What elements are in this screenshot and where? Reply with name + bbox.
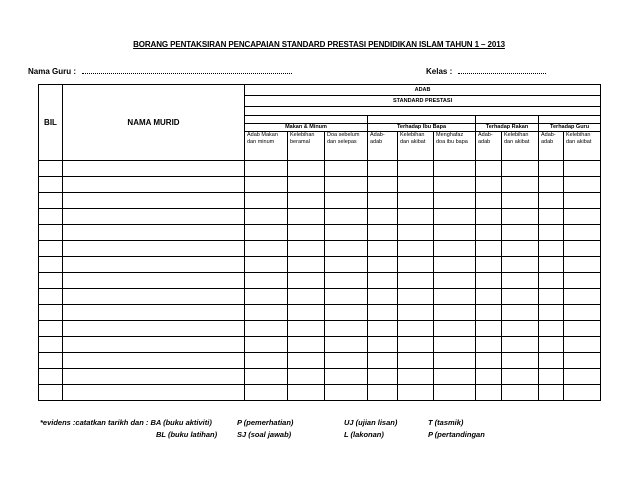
table-cell[interactable] — [398, 369, 434, 385]
table-cell[interactable] — [564, 193, 601, 209]
table-cell[interactable] — [245, 193, 288, 209]
blank-cell — [245, 116, 368, 124]
table-cell[interactable] — [325, 321, 368, 337]
table-cell[interactable] — [325, 369, 368, 385]
table-cell[interactable] — [368, 305, 398, 321]
table-cell[interactable] — [539, 257, 564, 273]
table-cell[interactable] — [502, 353, 539, 369]
table-cell[interactable] — [39, 385, 63, 401]
table-cell[interactable] — [434, 257, 476, 273]
table-cell[interactable] — [245, 289, 288, 305]
table-cell[interactable] — [539, 225, 564, 241]
table-cell[interactable] — [476, 209, 502, 225]
table-cell[interactable] — [63, 337, 245, 353]
table-cell[interactable] — [368, 241, 398, 257]
table-cell[interactable] — [245, 225, 288, 241]
footer-pp: P (pertandingan — [428, 430, 485, 439]
blank-cell — [476, 116, 539, 124]
subcol-header: Adab-adab — [539, 132, 564, 161]
table-row — [39, 337, 601, 353]
table-cell[interactable] — [434, 385, 476, 401]
subcol-header: Menghafaz doa ibu bapa — [434, 132, 476, 161]
table-cell[interactable] — [398, 273, 434, 289]
table-cell[interactable] — [564, 321, 601, 337]
table-cell[interactable] — [434, 305, 476, 321]
table-cell[interactable] — [245, 241, 288, 257]
table-cell[interactable] — [245, 273, 288, 289]
table-cell[interactable] — [63, 273, 245, 289]
table-cell[interactable] — [63, 305, 245, 321]
table-cell[interactable] — [325, 305, 368, 321]
table-cell[interactable] — [539, 369, 564, 385]
table-cell[interactable] — [288, 289, 325, 305]
table-row — [39, 161, 601, 177]
kelas-label: Kelas : — [426, 67, 453, 76]
table-cell[interactable] — [476, 273, 502, 289]
footer-l: L (lakonan) — [344, 430, 384, 439]
table-cell[interactable] — [63, 369, 245, 385]
assessment-table — [38, 84, 601, 401]
table-cell[interactable] — [398, 321, 434, 337]
table-row — [39, 305, 601, 321]
table-cell[interactable] — [564, 385, 601, 401]
table-cell[interactable] — [539, 305, 564, 321]
table-cell[interactable] — [39, 369, 63, 385]
table-row — [39, 225, 601, 241]
table-cell[interactable] — [288, 257, 325, 273]
table-cell[interactable] — [245, 161, 288, 177]
table-cell[interactable] — [63, 289, 245, 305]
table-cell[interactable] — [502, 225, 539, 241]
group-makan-minum: Makan & Minum — [245, 124, 368, 132]
table-cell[interactable] — [434, 209, 476, 225]
table-cell[interactable] — [434, 161, 476, 177]
table-cell[interactable] — [502, 273, 539, 289]
table-cell[interactable] — [564, 257, 601, 273]
table-cell[interactable] — [288, 241, 325, 257]
table-cell[interactable] — [288, 321, 325, 337]
table-cell[interactable] — [325, 273, 368, 289]
table-cell[interactable] — [368, 385, 398, 401]
table-cell[interactable] — [476, 225, 502, 241]
footer-uj: UJ (ujian lisan) — [344, 418, 398, 427]
table-cell[interactable] — [368, 225, 398, 241]
table-cell[interactable] — [288, 225, 325, 241]
group-rakan: Terhadap Rakan — [476, 124, 539, 132]
table-cell[interactable] — [63, 385, 245, 401]
table-row — [39, 321, 601, 337]
table-cell[interactable] — [502, 289, 539, 305]
footer-p: P (pemerhatian) — [237, 418, 294, 427]
table-cell[interactable] — [63, 241, 245, 257]
table-row — [39, 177, 601, 193]
table-cell[interactable] — [39, 161, 63, 177]
subcol-header: Adab-adab — [476, 132, 502, 161]
table-cell[interactable] — [368, 369, 398, 385]
table-row — [39, 369, 601, 385]
table-cell[interactable] — [288, 369, 325, 385]
table-cell[interactable] — [245, 321, 288, 337]
table-cell[interactable] — [539, 273, 564, 289]
table-cell[interactable] — [245, 177, 288, 193]
table-cell[interactable] — [39, 193, 63, 209]
group-guru: Terhadap Guru — [539, 124, 601, 132]
table-cell[interactable] — [476, 353, 502, 369]
table-row — [39, 193, 601, 209]
table-cell[interactable] — [502, 337, 539, 353]
table-cell[interactable] — [245, 385, 288, 401]
table-cell[interactable] — [398, 305, 434, 321]
table-cell[interactable] — [539, 177, 564, 193]
table-cell[interactable] — [434, 193, 476, 209]
table-cell[interactable] — [288, 161, 325, 177]
table-cell[interactable] — [368, 161, 398, 177]
table-cell[interactable] — [39, 225, 63, 241]
table-cell[interactable] — [368, 177, 398, 193]
footer-evidens: *evidens :catatkan tarikh dan : BA (buku aktiviti) — [40, 418, 212, 427]
table-cell[interactable] — [39, 177, 63, 193]
table-cell[interactable] — [63, 321, 245, 337]
table-row — [39, 241, 601, 257]
table-cell[interactable] — [398, 337, 434, 353]
table-cell[interactable] — [368, 353, 398, 369]
table-cell[interactable] — [368, 209, 398, 225]
table-cell[interactable] — [398, 225, 434, 241]
table-cell[interactable] — [434, 241, 476, 257]
table-cell[interactable] — [245, 337, 288, 353]
table-cell[interactable] — [39, 353, 63, 369]
subcol-header: Doa sebelum dan selepas — [325, 132, 368, 161]
table-cell[interactable] — [398, 257, 434, 273]
table-cell[interactable] — [502, 193, 539, 209]
table-cell[interactable] — [476, 193, 502, 209]
table-cell[interactable] — [539, 193, 564, 209]
table-cell[interactable] — [325, 241, 368, 257]
table-cell[interactable] — [39, 273, 63, 289]
table-cell[interactable] — [476, 289, 502, 305]
table-cell[interactable] — [368, 273, 398, 289]
table-cell[interactable] — [502, 241, 539, 257]
blank-cell — [539, 116, 601, 124]
table-cell[interactable] — [368, 257, 398, 273]
table-cell[interactable] — [368, 289, 398, 305]
table-cell[interactable] — [325, 337, 368, 353]
table-cell[interactable] — [476, 177, 502, 193]
table-row — [39, 273, 601, 289]
table-cell[interactable] — [502, 385, 539, 401]
footer-sj: SJ (soal jawab) — [237, 430, 292, 439]
subcol-header: Kelebihan dan akibat — [398, 132, 434, 161]
table-cell[interactable] — [434, 289, 476, 305]
table-cell[interactable] — [63, 209, 245, 225]
footer-t: T (tasmik) — [428, 418, 464, 427]
table-cell[interactable] — [325, 161, 368, 177]
table-cell[interactable] — [502, 209, 539, 225]
table-cell[interactable] — [325, 193, 368, 209]
group-ibu-bapa: Terhadap Ibu Bapa — [368, 124, 476, 132]
table-cell[interactable] — [476, 369, 502, 385]
standard-prestasi-header: STANDARD PRESTASI — [245, 96, 601, 107]
table-cell[interactable] — [564, 241, 601, 257]
table-cell[interactable] — [398, 289, 434, 305]
nama-guru-line[interactable] — [82, 65, 292, 74]
table-cell[interactable] — [39, 209, 63, 225]
table-cell[interactable] — [476, 337, 502, 353]
table-cell[interactable] — [288, 337, 325, 353]
table-cell[interactable] — [63, 177, 245, 193]
table-cell[interactable] — [39, 305, 63, 321]
subcol-header: Kelebihan dan akibat — [564, 132, 601, 161]
subcol-header: Kelebihan dan akibat — [502, 132, 539, 161]
table-cell[interactable] — [434, 337, 476, 353]
table-cell[interactable] — [245, 257, 288, 273]
table-cell[interactable] — [245, 209, 288, 225]
subcol-header: Kelebihan beramal — [288, 132, 325, 161]
footer-bl: BL (buku latihan) — [156, 430, 218, 439]
table-cell[interactable] — [288, 305, 325, 321]
table-cell[interactable] — [288, 209, 325, 225]
adab-header: ADAB — [245, 85, 601, 96]
blank-cell — [368, 116, 476, 124]
subcol-header: Adab-adab — [368, 132, 398, 161]
table-cell[interactable] — [539, 161, 564, 177]
table-cell[interactable] — [476, 385, 502, 401]
table-cell[interactable] — [288, 177, 325, 193]
table-cell[interactable] — [476, 257, 502, 273]
table-cell[interactable] — [325, 225, 368, 241]
table-cell[interactable] — [539, 353, 564, 369]
table-cell[interactable] — [325, 353, 368, 369]
table-row — [39, 353, 601, 369]
table-cell[interactable] — [325, 177, 368, 193]
table-cell[interactable] — [398, 385, 434, 401]
table-cell[interactable] — [39, 241, 63, 257]
table-row — [39, 209, 601, 225]
table-cell[interactable] — [502, 257, 539, 273]
table-cell[interactable] — [434, 321, 476, 337]
table-cell[interactable] — [564, 305, 601, 321]
table-cell[interactable] — [476, 241, 502, 257]
table-cell[interactable] — [288, 273, 325, 289]
table-cell[interactable] — [502, 369, 539, 385]
table-cell[interactable] — [63, 193, 245, 209]
table-cell[interactable] — [434, 273, 476, 289]
table-cell[interactable] — [539, 321, 564, 337]
blank-row — [245, 107, 601, 116]
table-cell[interactable] — [39, 257, 63, 273]
table-cell[interactable] — [325, 209, 368, 225]
table-cell[interactable] — [245, 353, 288, 369]
table-cell[interactable] — [476, 161, 502, 177]
bil-header: BIL — [39, 85, 63, 161]
table-cell[interactable] — [539, 337, 564, 353]
subcol-header: Adab Makan dan minum — [245, 132, 288, 161]
table-cell[interactable] — [325, 289, 368, 305]
table-cell[interactable] — [63, 257, 245, 273]
table-cell[interactable] — [564, 369, 601, 385]
table-cell[interactable] — [434, 353, 476, 369]
table-cell[interactable] — [539, 209, 564, 225]
table-cell[interactable] — [502, 305, 539, 321]
table-cell[interactable] — [398, 177, 434, 193]
table-cell[interactable] — [564, 225, 601, 241]
table-cell[interactable] — [476, 305, 502, 321]
table-cell[interactable] — [539, 289, 564, 305]
kelas-line[interactable] — [458, 65, 546, 74]
table-cell[interactable] — [398, 241, 434, 257]
table-cell[interactable] — [476, 321, 502, 337]
table-cell[interactable] — [63, 353, 245, 369]
kelas-field — [426, 65, 546, 76]
table-cell[interactable] — [288, 353, 325, 369]
table-cell[interactable] — [368, 193, 398, 209]
table-cell[interactable] — [398, 193, 434, 209]
table-cell[interactable] — [434, 225, 476, 241]
table-cell[interactable] — [398, 353, 434, 369]
table-cell[interactable] — [539, 385, 564, 401]
table-cell[interactable] — [564, 209, 601, 225]
table-cell[interactable] — [502, 161, 539, 177]
nama-guru-field — [28, 65, 292, 76]
table-cell[interactable] — [368, 321, 398, 337]
table-cell[interactable] — [288, 385, 325, 401]
table-row — [39, 257, 601, 273]
table-cell[interactable] — [564, 353, 601, 369]
table-cell[interactable] — [502, 321, 539, 337]
table-cell[interactable] — [564, 289, 601, 305]
table-row — [39, 385, 601, 401]
table-cell[interactable] — [502, 177, 539, 193]
table-cell[interactable] — [245, 305, 288, 321]
table-cell[interactable] — [368, 337, 398, 353]
form-title: BORANG PENTAKSIRAN PENCAPAIAN STANDARD PRESTASI PENDIDIKAN ISLAM TAHUN 1 – 2013 — [133, 40, 505, 49]
table-cell[interactable] — [63, 225, 245, 241]
table-cell[interactable] — [564, 161, 601, 177]
table-cell[interactable] — [325, 385, 368, 401]
table-cell[interactable] — [434, 369, 476, 385]
table-cell[interactable] — [398, 161, 434, 177]
table-cell[interactable] — [564, 337, 601, 353]
table-row — [39, 289, 601, 305]
table-cell[interactable] — [564, 177, 601, 193]
table-cell[interactable] — [288, 193, 325, 209]
table-cell[interactable] — [245, 369, 288, 385]
nama-guru-label: Nama Guru : — [28, 67, 77, 76]
table-cell[interactable] — [63, 161, 245, 177]
table-cell[interactable] — [398, 209, 434, 225]
table-cell[interactable] — [325, 257, 368, 273]
nama-murid-header: NAMA MURID — [63, 85, 245, 161]
table-cell[interactable] — [434, 177, 476, 193]
table-cell[interactable] — [39, 337, 63, 353]
table-cell[interactable] — [564, 273, 601, 289]
table-cell[interactable] — [39, 321, 63, 337]
table-cell[interactable] — [39, 289, 63, 305]
table-cell[interactable] — [539, 241, 564, 257]
